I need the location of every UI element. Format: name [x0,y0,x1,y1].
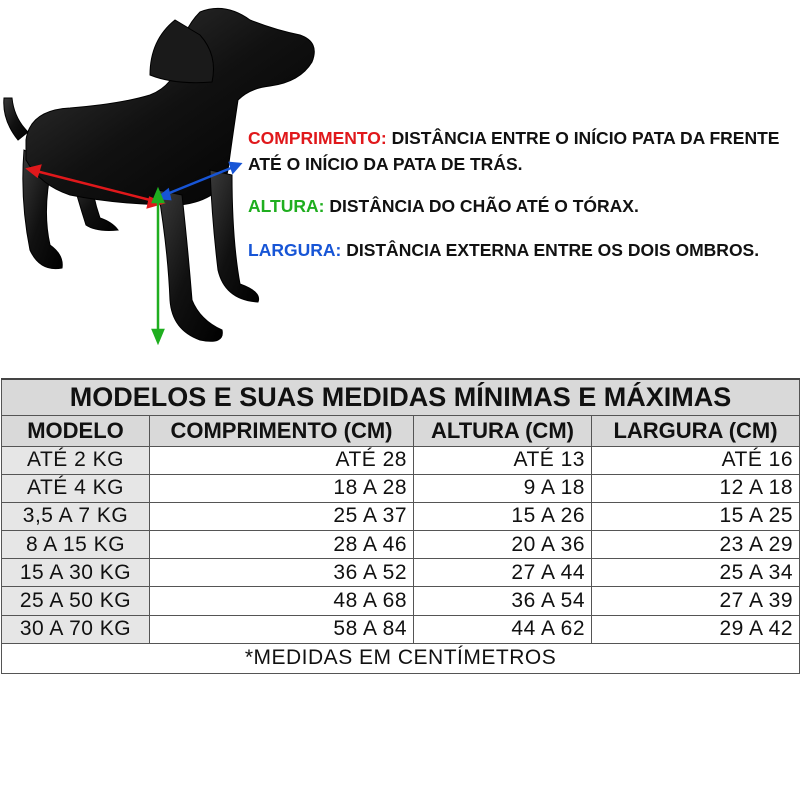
table-row [2,446,800,474]
legend-altura [248,193,639,219]
table-header-row [2,415,800,446]
cell-comprimento: 58 A 84 [150,615,414,643]
header-modelo: MODELO [2,415,150,446]
table-row [2,474,800,502]
header-altura: ALTURA (CM) [414,415,592,446]
table-row [2,502,800,530]
header-largura: LARGURA (CM) [592,415,800,446]
cell-modelo: ATÉ 4 KG [2,474,150,502]
cell-largura: ATÉ 16 [592,446,800,474]
cell-altura: 44 A 62 [414,615,592,643]
cell-modelo: 15 A 30 KG [2,559,150,587]
cell-modelo: 8 A 15 KG [2,531,150,559]
legend-altura-key: ALTURA: [248,196,325,216]
cell-altura: 36 A 54 [414,587,592,615]
cell-largura: 27 A 39 [592,587,800,615]
cell-modelo: 30 A 70 KG [2,615,150,643]
cell-comprimento: 36 A 52 [150,559,414,587]
table-footnote-row [2,643,800,673]
legend-largura-text: DISTÂNCIA EXTERNA ENTRE OS DOIS OMBROS. [341,240,760,260]
cell-modelo: ATÉ 2 KG [2,446,150,474]
legend-comprimento-text: DISTÂNCIA ENTRE O INÍCIO PATA DA FRENTE ATÉ O INÍCIO DA PATA DE TRÁS. [248,128,780,174]
cell-largura: 23 A 29 [592,531,800,559]
cell-largura: 29 A 42 [592,615,800,643]
cell-comprimento: 28 A 46 [150,531,414,559]
table-title: MODELOS E SUAS MEDIDAS MÍNIMAS E MÁXIMAS [2,379,800,415]
legend-altura-text: DISTÂNCIA DO CHÃO ATÉ O TÓRAX. [324,196,639,216]
cell-modelo: 3,5 A 7 KG [2,502,150,530]
cell-largura: 12 A 18 [592,474,800,502]
header-comprimento: COMPRIMENTO (CM) [150,415,414,446]
cell-largura: 25 A 34 [592,559,800,587]
legend-largura [248,237,759,263]
cell-modelo: 25 A 50 KG [2,587,150,615]
legend-comprimento-key: COMPRIMENTO: [248,128,387,148]
table-row [2,559,800,587]
cell-altura: ATÉ 13 [414,446,592,474]
cell-altura: 15 A 26 [414,502,592,530]
legend-largura-key: LARGURA: [248,240,342,260]
cell-altura: 9 A 18 [414,474,592,502]
cell-altura: 27 A 44 [414,559,592,587]
legend-comprimento [248,125,793,177]
table-row [2,531,800,559]
table-title-row [2,379,800,415]
cell-altura: 20 A 36 [414,531,592,559]
size-table [1,378,800,674]
cell-largura: 15 A 25 [592,502,800,530]
cell-comprimento: 25 A 37 [150,502,414,530]
table-row [2,587,800,615]
cell-comprimento: ATÉ 28 [150,446,414,474]
table-row [2,615,800,643]
cell-comprimento: 48 A 68 [150,587,414,615]
cell-comprimento: 18 A 28 [150,474,414,502]
table-footnote: *MEDIDAS EM CENTÍMETROS [2,643,800,673]
